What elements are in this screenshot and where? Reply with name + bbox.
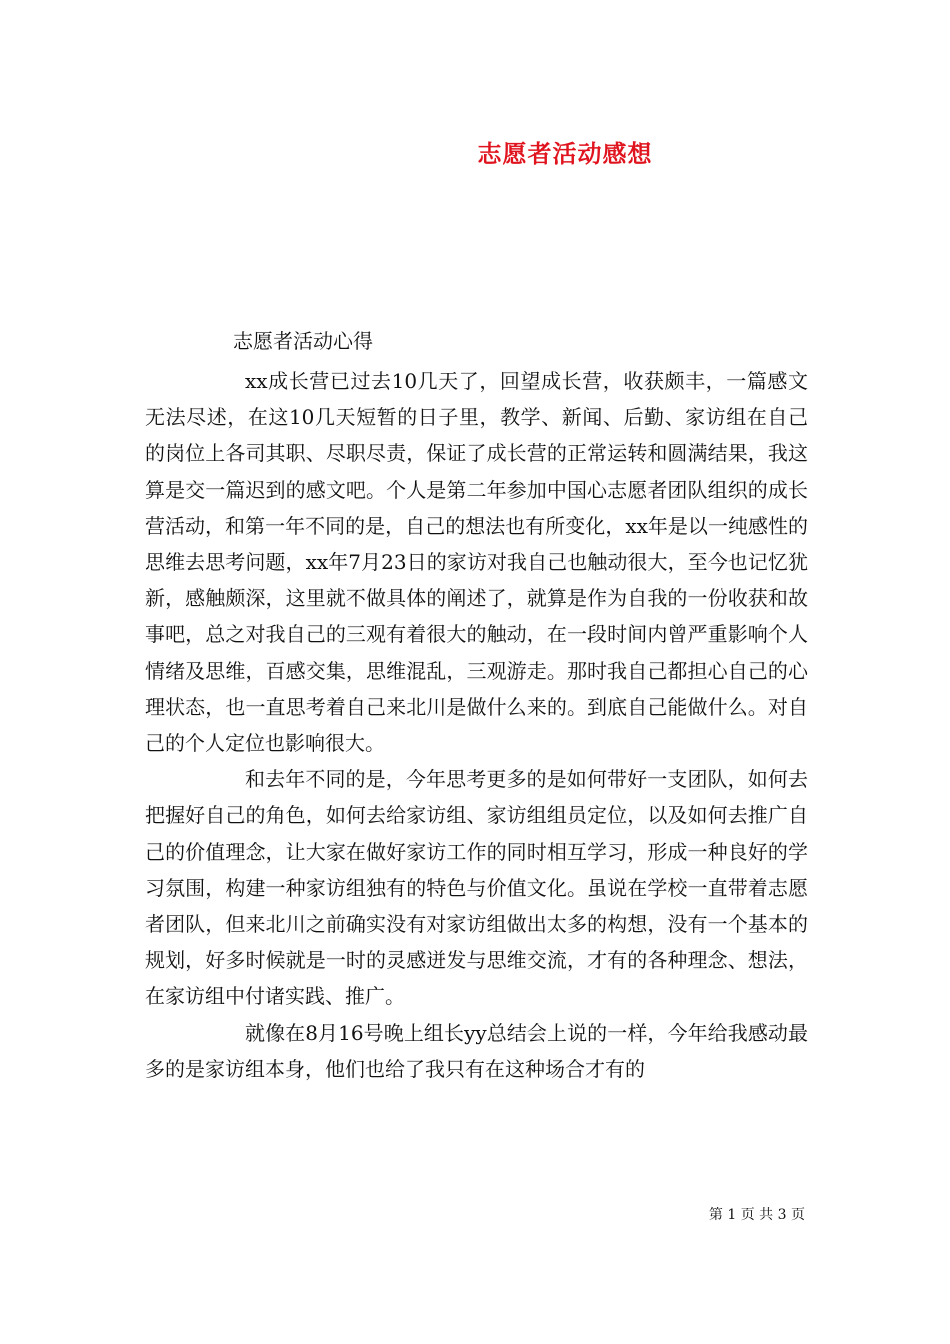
document-body: [145, 363, 808, 1087]
document-subtitle: 志愿者活动心得: [233, 329, 373, 353]
paragraph: 就像在8月16号晚上组长yy总结会上说的一样，今年给我感动最多的是家访组本身，他们也给了我只有在这种场合才有的: [145, 1020, 808, 1081]
document-title: 志愿者活动感想: [477, 139, 653, 168]
paragraph: 和去年不同的是，今年思考更多的是如何带好一支团队，如何去把握好自己的角色，如何去给家访组、家访组组员定位，以及如何去推广自己的价值理念，让大家在做好家访工作的同时相互学习，形成一种良好的学习氛围，构建一种家访组独有的特色与价值文化。虽说在学校一直带着志愿者团队，但来北川之前确实没有对家访组做出太多的构想，没有一个基本的规划，好多时候就是一时的灵感迸发与思维交流，才有的各种理念、想法，在家访组中付诸实践、推广。: [145, 767, 808, 1009]
page-number: 第 1 页 共 3 页: [708, 1207, 805, 1223]
paragraph: xx成长营已过去10几天了，回望成长营，收获颇丰，一篇感文无法尽述，在这10几天短暂的日子里，教学、新闻、后勤、家访组在自己的岗位上各司其职、尽职尽责，保证了成长营的正常运转和圆满结果，我这算是交一篇迟到的感文吧。个人是第二年参加中国心志愿者团队组织的成长营活动，和第一年不同的是，自己的想法也有所变化，xx年是以一纯感性的思维去思考问题，xx年7月23日的家访对我自己也触动很大，至今也记忆犹新，感触颇深，这里就不做具体的阐述了，就算是作为自我的一份收获和故事吧，总之对我自己的三观有着很大的触动，在一段时间内曾严重影响个人情绪及思维，百感交集，思维混乱，三观游走。那时我自己都担心自己的心理状态，也一直思考着自己来北川是做什么来的。到底自己能做什么。对自己的个人定位也影响很大。: [145, 369, 808, 756]
